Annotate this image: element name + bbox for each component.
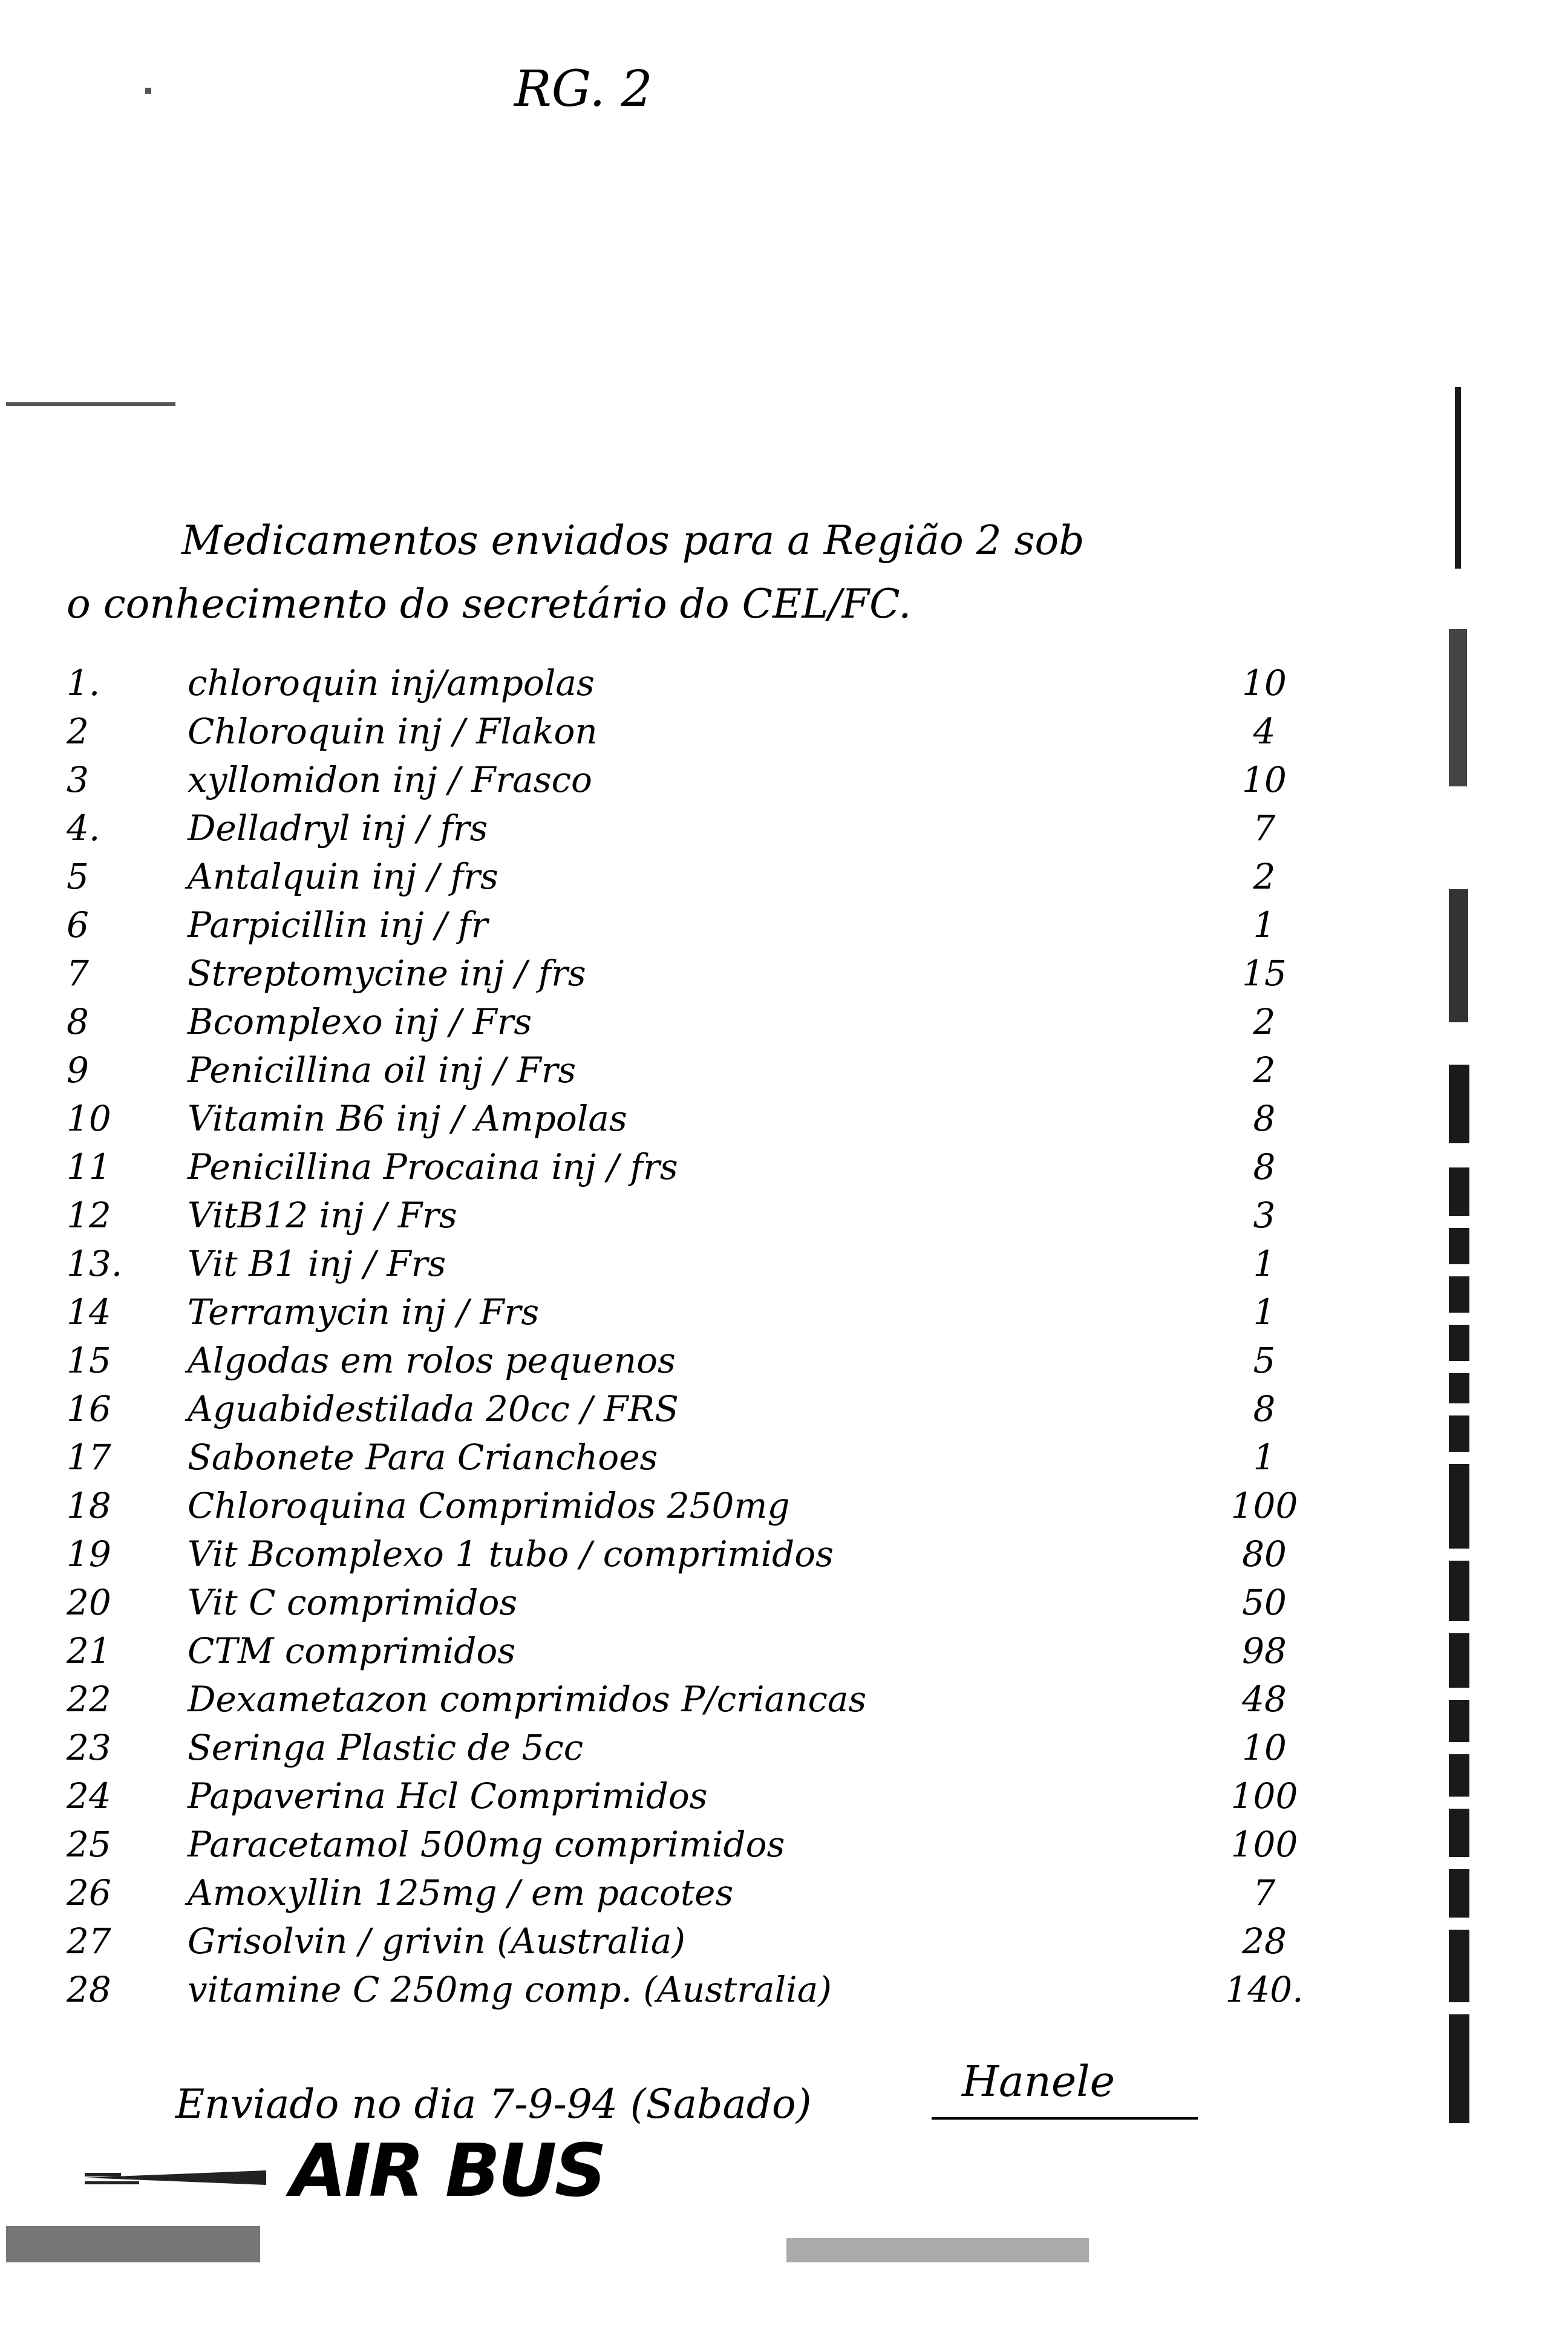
heading-line-1: Medicamentos enviados para a Região 2 sob (181, 517, 1085, 564)
airbus-logo: AIR BUS (290, 2129, 605, 2213)
list-item (67, 1679, 1307, 1727)
list-item (67, 808, 1307, 856)
scan-noise (6, 402, 175, 406)
item-name: Vit C comprimidos (188, 1582, 518, 1623)
item-number: 20 (67, 1582, 111, 1623)
medication-list (67, 662, 1307, 2017)
item-number: 3 (67, 759, 89, 800)
list-item (67, 856, 1307, 904)
item-number: 17 (67, 1437, 111, 1478)
scan-noise (145, 88, 151, 94)
document-reference: RG. 2 (514, 60, 653, 118)
list-item (67, 1727, 1307, 1775)
item-quantity: 100 (1230, 1824, 1298, 1865)
scan-edge-mark (1449, 1561, 1469, 1621)
item-name: Amoxyllin 125mg / em pacotes (188, 1872, 734, 1913)
signature-underline (932, 2117, 1198, 2120)
item-quantity: 10 (1242, 759, 1287, 800)
scan-edge-mark (1449, 1869, 1469, 1918)
list-item (67, 1340, 1307, 1388)
item-number: 22 (67, 1679, 111, 1720)
scan-edge-mark (1455, 387, 1461, 569)
item-quantity: 98 (1242, 1630, 1287, 1671)
item-name: CTM comprimidos (188, 1630, 516, 1671)
item-number: 1. (67, 662, 100, 704)
item-number: 24 (67, 1775, 111, 1817)
item-quantity: 80 (1242, 1533, 1287, 1575)
item-name: Penicillina Procaina inj / frs (188, 1146, 678, 1187)
item-number: 21 (67, 1630, 111, 1671)
item-name: chloroquin inj/ampolas (188, 662, 595, 704)
item-quantity: 1 (1253, 1243, 1276, 1284)
item-quantity: 7 (1253, 1872, 1276, 1913)
item-number: 10 (67, 1098, 111, 1139)
item-number: 8 (67, 1001, 89, 1042)
item-number: 28 (67, 1969, 111, 2010)
item-name: Sabonete Para Crianchoes (188, 1437, 658, 1478)
scan-noise (6, 2226, 260, 2262)
item-quantity: 8 (1253, 1098, 1276, 1139)
item-quantity: 100 (1230, 1775, 1298, 1817)
item-number: 7 (67, 953, 89, 994)
item-name: xyllomidon inj / Frasco (188, 759, 592, 800)
list-item (67, 1388, 1307, 1437)
scan-edge-mark (1449, 1228, 1469, 1264)
scan-edge-mark (1449, 1633, 1469, 1688)
item-quantity: 1 (1253, 1437, 1276, 1478)
item-name: Seringa Plastic de 5cc (188, 1727, 584, 1768)
item-quantity: 10 (1242, 1727, 1287, 1768)
item-name: Vit Bcomplexo 1 tubo / comprimidos (188, 1533, 834, 1575)
item-name: Penicillina oil inj / Frs (188, 1050, 577, 1091)
scan-edge-mark (1449, 1754, 1469, 1797)
item-number: 2 (67, 711, 89, 752)
item-number: 5 (67, 856, 89, 897)
list-item (67, 1872, 1307, 1921)
list-item (67, 1098, 1307, 1146)
item-quantity: 28 (1242, 1921, 1287, 1962)
item-quantity: 1 (1253, 904, 1276, 945)
item-quantity: 140. (1225, 1969, 1304, 2010)
item-quantity: 4 (1253, 711, 1276, 752)
item-quantity: 2 (1253, 856, 1276, 897)
item-number: 26 (67, 1872, 111, 1913)
scan-edge-mark (1449, 2014, 1469, 2123)
item-name: Vitamin B6 inj / Ampolas (188, 1098, 627, 1139)
scan-edge-mark (1449, 629, 1467, 786)
item-name: Algodas em rolos pequenos (188, 1340, 676, 1381)
item-name: Chloroquin inj / Flakon (188, 711, 598, 752)
scan-edge-mark (1449, 889, 1468, 1022)
item-name: Aguabidestilada 20cc / FRS (188, 1388, 679, 1429)
list-item (67, 1921, 1307, 1969)
item-number: 4. (67, 808, 100, 849)
scan-edge-mark (1449, 1415, 1469, 1452)
scan-edge-mark (1449, 1276, 1469, 1313)
item-name: Grisolvin / grivin (Australia) (188, 1921, 685, 1962)
item-name: Papaverina Hcl Comprimidos (188, 1775, 708, 1817)
list-item (67, 1050, 1307, 1098)
item-number: 18 (67, 1485, 111, 1526)
list-item (67, 1291, 1307, 1340)
item-name: VitB12 inj / Frs (188, 1195, 457, 1236)
scan-edge-mark (1449, 1167, 1469, 1216)
item-name: Delladryl inj / frs (188, 808, 488, 849)
list-item (67, 1001, 1307, 1050)
list-item (67, 904, 1307, 953)
scan-edge-mark (1449, 1464, 1469, 1549)
list-item (67, 1775, 1307, 1824)
item-quantity: 7 (1253, 808, 1276, 849)
item-quantity: 1 (1253, 1291, 1276, 1333)
item-name: Dexametazon comprimidos P/criancas (188, 1679, 867, 1720)
item-number: 16 (67, 1388, 111, 1429)
item-name: Vit B1 inj / Frs (188, 1243, 446, 1284)
list-item (67, 953, 1307, 1001)
list-item (67, 1437, 1307, 1485)
list-item (67, 1146, 1307, 1195)
item-number: 25 (67, 1824, 111, 1865)
item-number: 15 (67, 1340, 111, 1381)
item-quantity: 50 (1242, 1582, 1287, 1623)
signature: Hanele (962, 2057, 1116, 2106)
item-name: Streptomycine inj / frs (188, 953, 586, 994)
item-quantity: 8 (1253, 1388, 1276, 1429)
item-quantity: 10 (1242, 662, 1287, 704)
list-item (67, 1969, 1307, 2017)
heading-line-2: o conhecimento do secretário do CEL/FC. (67, 581, 912, 627)
item-name: Paracetamol 500mg comprimidos (188, 1824, 785, 1865)
item-quantity: 2 (1253, 1050, 1276, 1091)
item-number: 23 (67, 1727, 111, 1768)
item-number: 27 (67, 1921, 111, 1962)
item-name: vitamine C 250mg comp. (Australia) (188, 1969, 832, 2010)
item-quantity: 100 (1230, 1485, 1298, 1526)
item-number: 13. (67, 1243, 123, 1284)
item-quantity: 48 (1242, 1679, 1287, 1720)
scan-edge-mark (1449, 1373, 1469, 1403)
scan-edge-mark (1449, 1930, 1469, 2002)
list-item (67, 1195, 1307, 1243)
list-item (67, 662, 1307, 711)
item-name: Chloroquina Comprimidos 250mg (188, 1485, 790, 1526)
list-item (67, 1485, 1307, 1533)
item-number: 9 (67, 1050, 89, 1091)
item-name: Terramycin inj / Frs (188, 1291, 540, 1333)
item-number: 6 (67, 904, 89, 945)
scan-noise (786, 2238, 1089, 2262)
item-number: 11 (67, 1146, 111, 1187)
list-item (67, 1533, 1307, 1582)
item-quantity: 15 (1242, 953, 1287, 994)
item-number: 14 (67, 1291, 111, 1333)
item-quantity: 8 (1253, 1146, 1276, 1187)
scan-edge-mark (1449, 1065, 1469, 1143)
list-item (67, 759, 1307, 808)
scan-edge-mark (1449, 1700, 1469, 1742)
logo-arrow-icon (85, 2160, 278, 2196)
list-item (67, 1824, 1307, 1872)
item-name: Parpicillin inj / fr (188, 904, 488, 945)
item-quantity: 2 (1253, 1001, 1276, 1042)
list-item (67, 1630, 1307, 1679)
item-name: Bcomplexo inj / Frs (188, 1001, 532, 1042)
item-name: Antalquin inj / frs (188, 856, 498, 897)
scan-edge-mark (1449, 1809, 1469, 1857)
list-item (67, 711, 1307, 759)
item-quantity: 3 (1253, 1195, 1276, 1236)
sent-date-note: Enviado no dia 7-9-94 (Sabado) (175, 2081, 812, 2127)
item-number: 12 (67, 1195, 111, 1236)
scan-edge-mark (1449, 1325, 1469, 1361)
list-item (67, 1243, 1307, 1291)
item-quantity: 5 (1253, 1340, 1276, 1381)
item-number: 19 (67, 1533, 111, 1575)
list-item (67, 1582, 1307, 1630)
